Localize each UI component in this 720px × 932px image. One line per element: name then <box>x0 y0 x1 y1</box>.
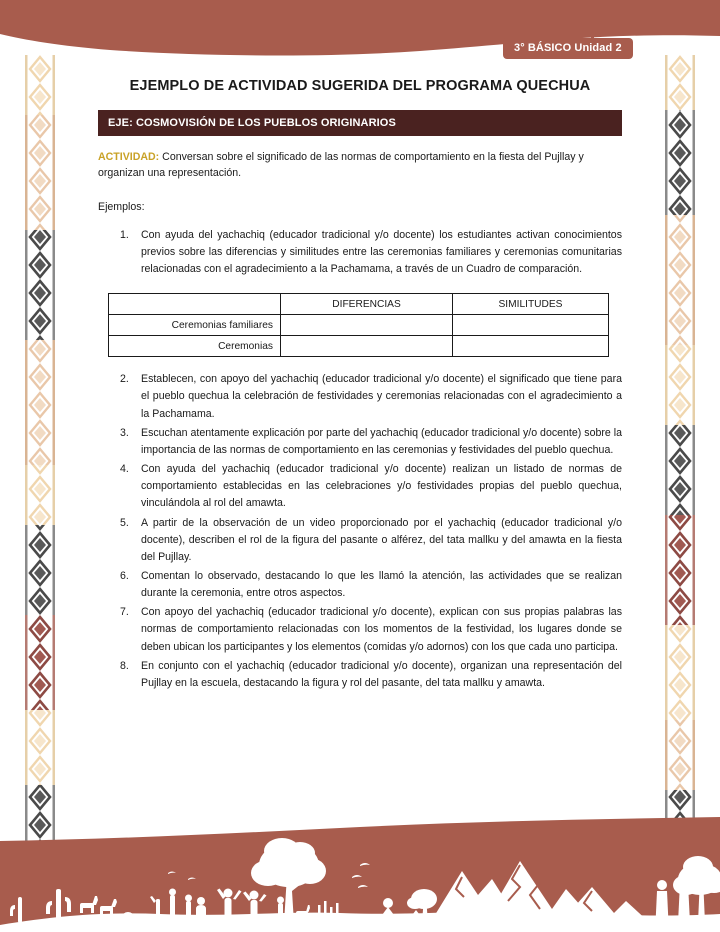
row-label-ceremonias-familiares: Ceremonias familiares <box>109 315 281 336</box>
cell-similitudes-1[interactable] <box>453 315 609 336</box>
steps-list-part-2 <box>98 371 622 692</box>
list-item: A partir de la observación de un video proporcionado por el yachachiq (educador tradicional y/o docente), describen el rol de la figura del pasante o alférez, del tata mallku y del amawta en la fiesta del Pujllay. <box>141 516 622 563</box>
steps-list-part-1 <box>98 227 622 278</box>
left-woven-border <box>25 55 55 855</box>
table-row <box>109 315 609 336</box>
list-item: Escuchan atentamente explicación por parte del yachachiq (educador tradicional y/o docente) sobre la importancia de las normas de comportamiento en las ceremonias y festividades del pueblo quechua. <box>141 426 622 456</box>
cell-similitudes-2[interactable] <box>453 336 609 357</box>
table-header-row <box>109 294 609 315</box>
table-row <box>109 336 609 357</box>
list-item: Establecen, con apoyo del yachachiq (educador tradicional y/o docente) el significado que tiene para el pueblo quechua la celebración de festividades y ceremonias relacionadas con el agradecimiento a la Pachamama. <box>141 373 622 420</box>
footer-landscape-illustration <box>0 817 720 932</box>
examples-label: Ejemplos: <box>98 200 145 213</box>
document-body <box>98 78 622 694</box>
list-item: Con ayuda del yachachiq (educador tradicional y/o docente) realizan un listado de normas de comportamiento establecidas en las celebraciones y/o festividades propias del pueblo quechua, vinculándola al rol del amawta. <box>141 463 622 510</box>
page-title: EJEMPLO DE ACTIVIDAD SUGERIDA DEL PROGRAMA QUECHUA <box>129 78 591 94</box>
cell-diferencias-2[interactable] <box>281 336 453 357</box>
grade-badge: 3° BÁSICO Unidad 2 <box>503 38 633 59</box>
list-item: Comentan lo observado, destacando lo que les llamó la atención, las actividades que se realizan durante la ceremonia, entre otros aspectos. <box>141 569 622 600</box>
column-header-similitudes: SIMILITUDES <box>453 294 609 315</box>
list-item: Con apoyo del yachachiq (educador tradicional y/o docente), explican con sus propias palabras las normas de comportamiento relacionadas con los momentos de la festividad, los lugares donde se deben ubican los participantes y los elementos (comidas y/o adornos) con los que cada uno participa. <box>141 606 622 653</box>
comparison-table <box>108 293 609 357</box>
list-item: Con ayuda del yachachiq (educador tradicional y/o docente) los estudiantes activan conocimientos previos sobre las diferencias y similitudes entre las ceremonias familiares y ceremonias comunitarias relacionadas con el agradecimiento a la Pachamama, a través de un Cuadro de comparación. <box>141 228 622 276</box>
cell-diferencias-1[interactable] <box>281 315 453 336</box>
table-corner-cell <box>109 294 281 315</box>
activity-paragraph <box>98 150 622 182</box>
right-woven-border <box>665 55 695 855</box>
list-item: En conjunto con el yachachiq (educador tradicional y/o docente), organizan una representación del Pujllay en la escuela, destacando la figura y rol del pasante, del tata mallku y amawta. <box>141 659 622 689</box>
activity-label: ACTIVIDAD: <box>98 151 160 163</box>
column-header-diferencias: DIFERENCIAS <box>281 294 453 315</box>
row-label-ceremonias: Ceremonias <box>109 336 281 357</box>
eje-banner: EJE: COSMOVISIÓN DE LOS PUEBLOS ORIGINARIOS <box>98 110 622 136</box>
activity-text: Conversan sobre el significado de las normas de comportamiento en la fiesta del Pujllay y organizan una representación. <box>98 151 584 179</box>
